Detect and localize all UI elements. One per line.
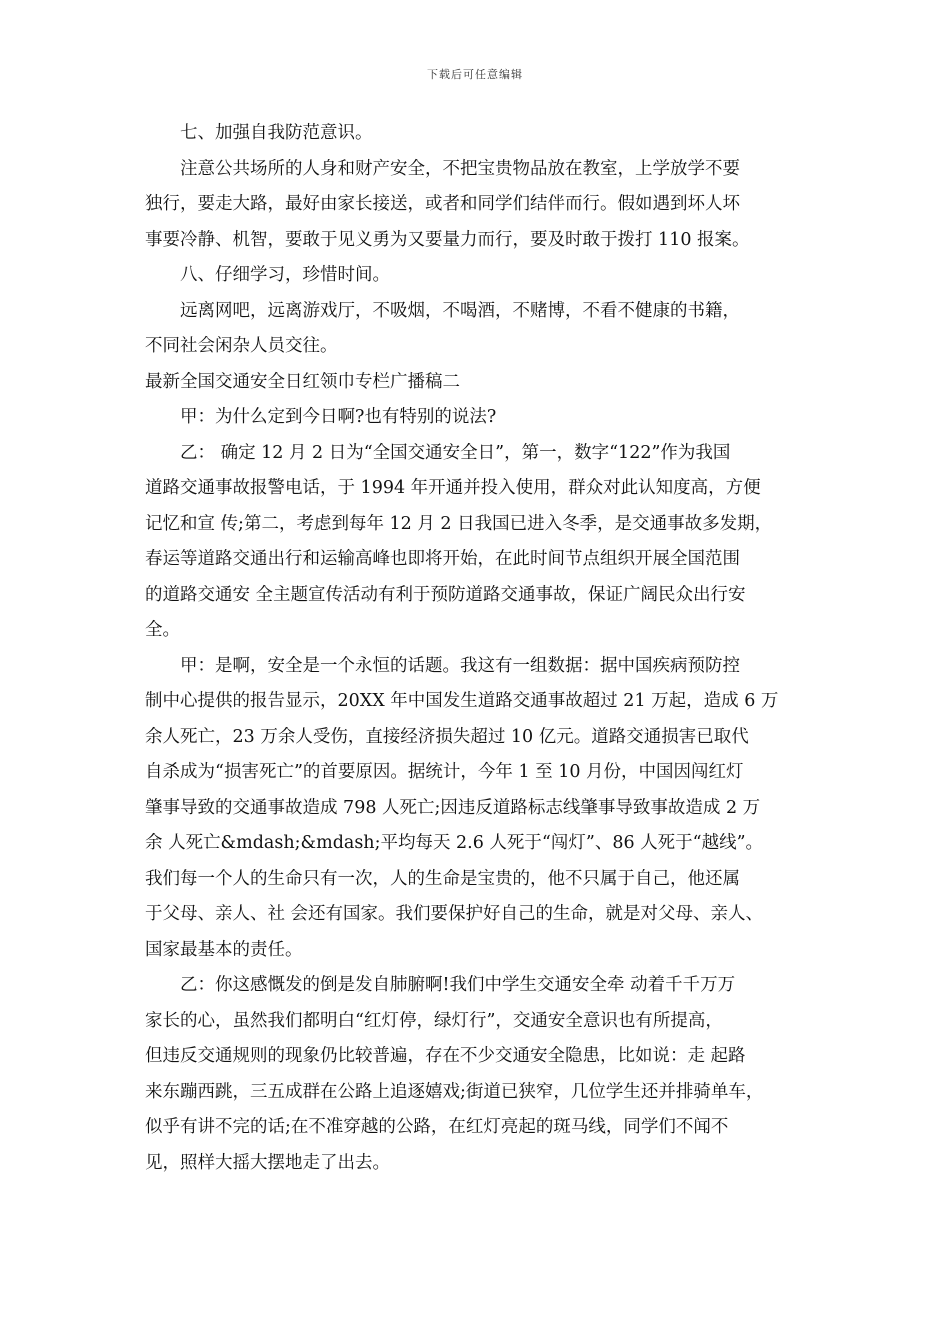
text-line: 乙： 确定 12 月 2 日为“全国交通安全日”，第一，数字“122”作为我国 bbox=[180, 442, 731, 463]
page-header: 下载后可任意编辑 bbox=[427, 68, 523, 81]
text-line: 七、加强自我防范意识。 bbox=[180, 123, 373, 143]
text-line: 全。 bbox=[145, 620, 180, 640]
text-line: 余 人死亡&mdash;&mdash;平均每天 2.6 人死于“闯灯”、86 人死于“越线”。 bbox=[145, 833, 764, 853]
text-line: 远离网吧，远离游戏厅，不吸烟，不喝酒，不赌博，不看不健康的书籍， bbox=[180, 300, 740, 321]
text-line: 我们每一个人的生命只有一次，人的生命是宝贵的，他不只属于自己，他还属 bbox=[145, 868, 740, 889]
text-line: 家长的心，虽然我们都明白“红灯停，绿灯行”，交通安全意识也有所提高， bbox=[145, 1010, 723, 1031]
text-line: 于父母、亲人、社 会还有国家。我们要保护好自己的生命，就是对父母、亲人、 bbox=[145, 904, 764, 924]
text-line: 但违反交通规则的现象仍比较普遍，存在不少交通安全隐患，比如说：走 起路 bbox=[145, 1046, 746, 1066]
text-line: 最新全国交通安全日红领巾专栏广播稿二 bbox=[145, 371, 460, 392]
text-line: 国家最基本的责任。 bbox=[145, 939, 303, 960]
text-line: 道路交通事故报警电话，于 1994 年开通并投入使用，群众对此认知度高，方便 bbox=[145, 478, 761, 498]
document-body bbox=[145, 116, 813, 1181]
text-line: 甲：为什么定到今日啊?也有特别的说法? bbox=[180, 407, 497, 427]
text-line: 来东蹦西跳，三五成群在公路上追逐嬉戏;街道已狭窄，几位学生还并排骑单车， bbox=[145, 1081, 764, 1102]
text-line: 似乎有讲不完的话;在不准穿越的公路，在红灯亮起的斑马线，同学们不闻不 bbox=[145, 1117, 729, 1137]
text-line: 肇事导致的交通事故造成 798 人死亡;因违反道路标志线肇事导致事故造成 2 万 bbox=[145, 797, 761, 818]
text-line: 余人死亡，23 万余人受伤，直接经济损失超过 10 亿元。道路交通损害已取代 bbox=[145, 726, 749, 747]
text-line: 制中心提供的报告显示，20XX 年中国发生道路交通事故超过 21 万起，造成 6 万 bbox=[145, 691, 779, 711]
text-line: 记忆和宣 传;第二，考虑到每年 12 月 2 日我国已进入冬季，是交通事故多发期， bbox=[145, 513, 773, 534]
text-line: 的道路交通安 全主题宣传活动有利于预防道路交通事故，保证广阔民众出行安 bbox=[145, 584, 746, 605]
text-line: 乙：你这感慨发的倒是发自肺腑啊!我们中学生交通安全牵 动着千千万万 bbox=[180, 975, 736, 995]
text-line: 独行，要走大路，最好由家长接送，或者和同学们结伴而行。假如遇到坏人坏 bbox=[145, 194, 740, 214]
text-line: 春运等道路交通出行和运输高峰也即将开始，在此时间节点组织开展全国范围 bbox=[145, 549, 740, 569]
text-line: 见，照样大摇大摆地走了出去。 bbox=[145, 1152, 390, 1173]
text-line: 不同社会闲杂人员交往。 bbox=[145, 336, 338, 356]
text-line: 自杀成为“损害死亡”的首要原因。据统计，今年 1 至 10 月份，中国因闯红灯 bbox=[145, 762, 744, 782]
text-line: 甲：是啊，安全是一个永恒的话题。我这有一组数据：据中国疾病预防控 bbox=[180, 655, 740, 676]
text-line: 八、仔细学习，珍惜时间。 bbox=[180, 265, 390, 285]
text-line: 注意公共场所的人身和财产安全，不把宝贵物品放在教室，上学放学不要 bbox=[180, 158, 740, 179]
text-line: 事要冷静、机智，要敢于见义勇为又要量力而行，要及时敢于拨打 110 报案。 bbox=[145, 229, 750, 250]
